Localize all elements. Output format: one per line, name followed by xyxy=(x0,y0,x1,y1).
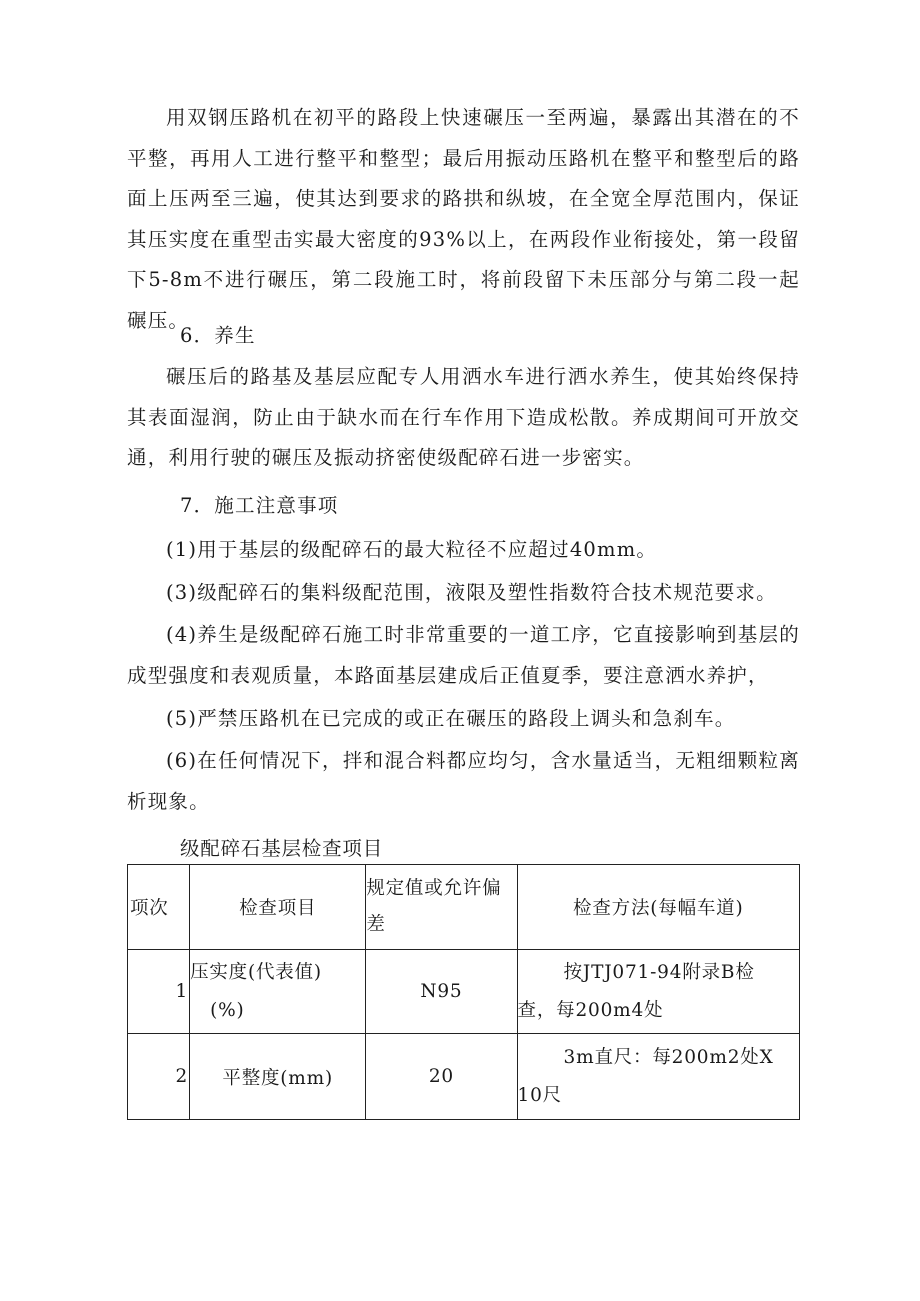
row-check-item-line1: 压实度(代表值) xyxy=(190,961,322,983)
paragraph-curing: 碾压后的路基及基层应配专人用洒水车进行洒水养生，使其始终保持其表面湿润，防止由于缺水而在行车作用下造成松散。养成期间可开放交通，利用行驶的碾压及振动挤密使级配碎石进一步密实。 xyxy=(127,365,800,469)
row-value: N95 xyxy=(366,950,517,1034)
row-check-item-line2: (%) xyxy=(210,999,245,1021)
row-check-item xyxy=(190,950,366,1034)
paragraph-rolling: 用双钢压路机在初平的路段上快速碾压一至两遍，暴露出其潜在的不平整，再用人工进行整平和整型；最后用振动压路机在整平和整型后的路面上压两至三遍，使其达到要求的路拱和纵坡，在全宽全厚范围内，保证其压实度在重型击实最大密度的93%以上，在两段作业衔接处，第一段留下5-8m不进行碾压，第二段施工时，将前段留下未压部分与第二段一起碾压。 xyxy=(127,106,800,332)
note-4: (4)养生是级配碎石施工时非常重要的一道工序，它直接影响到基层的成型强度和表观质量，本路面基层建成后正值夏季，要注意洒水养护， xyxy=(127,623,800,687)
table-row xyxy=(128,1034,800,1120)
row-number: 1 xyxy=(128,950,190,1034)
row-method-line1: 按JTJ071-94附录B检 xyxy=(563,961,755,983)
table-header-row xyxy=(128,865,800,950)
row-method-line2: 10尺 xyxy=(517,1084,562,1106)
row-method xyxy=(517,1034,799,1120)
header-tolerance xyxy=(366,865,517,950)
note-5: (5)严禁压路机在已完成的或正在碾压的路段上调头和急刹车。 xyxy=(166,707,736,730)
row-method-line2: 查，每200m4处 xyxy=(517,999,664,1021)
row-method-line1: 3m直尺：每200m2处X xyxy=(563,1046,774,1068)
header-item-no: 项次 xyxy=(128,865,190,950)
heading-notes: 7．施工注意事项 xyxy=(180,494,339,517)
header-tolerance-line2: 差 xyxy=(366,914,386,935)
heading-curing: 6．养生 xyxy=(180,324,256,347)
header-check-item: 检查项目 xyxy=(190,865,366,950)
row-check-item: 平整度(mm) xyxy=(190,1034,366,1120)
header-method: 检查方法(每幅车道) xyxy=(517,865,799,950)
note-3: (3)级配碎石的集料级配范围，液限及塑性指数符合技术规范要求。 xyxy=(166,581,777,604)
inspection-table xyxy=(127,864,800,1120)
note-6: (6)在任何情况下，拌和混合料都应均匀，含水量适当，无粗细颗粒离析现象。 xyxy=(127,749,800,813)
row-method xyxy=(517,950,799,1034)
row-value: 20 xyxy=(366,1034,517,1120)
header-tolerance-line1: 规定值或允许偏 xyxy=(366,878,502,899)
table-caption: 级配碎石基层检查项目 xyxy=(180,837,384,860)
note-1: (1)用于基层的级配碎石的最大粒径不应超过40mm。 xyxy=(166,538,658,561)
row-number: 2 xyxy=(128,1034,190,1120)
table-row xyxy=(128,950,800,1034)
